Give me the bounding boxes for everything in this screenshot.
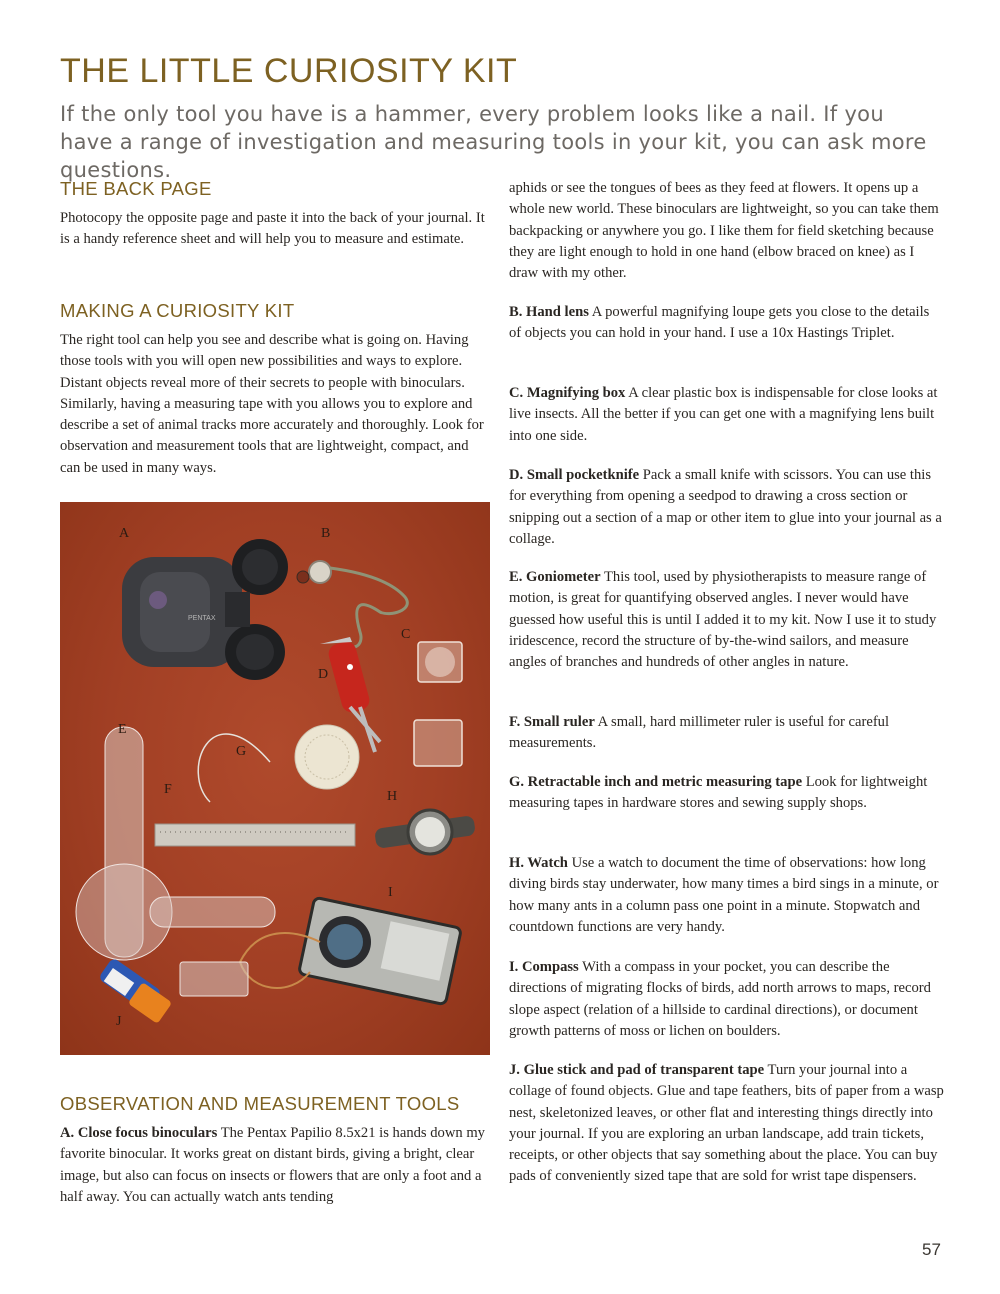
tool-text: Use a watch to document the time of observations: how long diving birds stay underwater, how many times a bird sings in a minute, or how many ants in a column pass one point in a minute. Stopwatch and countdown functions are very handy. [509,855,939,935]
photo-label-h: H [387,789,398,804]
page-title: THE LITTLE CURIOSITY KIT [60,52,518,90]
tool-entry-j [509,1060,945,1188]
binocular-brand: PENTAX [188,615,216,622]
back-page-heading: THE BACK PAGE [60,178,212,199]
measuring-tape-image [198,725,359,802]
photo-label-f: F [164,782,172,797]
tool-entry-a-continued: aphids or see the tongues of bees as they feed at flowers. It opens up a whole new world. These binoculars are lightweight, so you can take them backpacking or anywhere you go. I like them for field sketching because they are light enough to hold in one hand (elbow braced on knee) as I draw with my other. [509,180,939,282]
tool-entry-f [509,712,945,755]
kit-illustration [60,502,490,1055]
tool-name: B. Hand lens [509,304,589,320]
back-page-text: Photocopy the opposite page and paste it into the back of your journal. It is a handy reference sheet and will help you to measure and estimate. [60,210,485,248]
tool-text: Turn your journal into a collage of found objects. Glue and tape feathers, bits of paper from a wasp nest, skeletonized leaves, or other flat and interesting things directly into your journal. If you are exploring an urban landscape, add train tickets, receipts, or other objects that say something about the place. You can buy pads of conveniently sized tape that are sold for wrist tape dispensers. [509,1062,944,1185]
tool-text: A powerful magnifying loupe gets you close to the details of objects you can hold in your hand. I use a 10x Hastings Triplet. [509,304,930,342]
tool-entry-e [509,567,945,673]
tools-heading: OBSERVATION AND MEASUREMENT TOOLS [60,1093,460,1114]
ruler-image [155,824,355,846]
tool-entry-i [509,957,945,1042]
curiosity-kit-photo [60,502,490,1055]
binoculars-image [122,539,288,680]
tape-pad-image [180,962,248,996]
tool-entry-g [509,772,945,815]
tool-name: H. Watch [509,855,568,871]
tool-text: This tool, used by physiotherapists to measure range of motion, is great for quantifying observed angles. I never would have guessed how useful this is until I added it to my kit. Now I use it to study iridescence, record the structure of by-the-wind sailors, and measure angles of branches and hundreds of other angles in nature. [509,569,937,671]
photo-label-c: C [401,627,411,642]
making-kit-text: The right tool can help you see and describe what is going on. Having those tools with you will open new possibilities and ways to explore. Distant objects reveal more of their secrets to people with binoculars. Similarly, having a measuring tape with you allows you to explore and describe a set of animal tracks more accurately and thoroughly. Look for observation and measurement tools that are lightweight, compact, and can be used in many ways. [60,332,484,476]
tool-entry-b [509,302,945,345]
photo-label-e: E [118,722,127,737]
tool-entry-d [509,465,945,550]
tool-text: A clear plastic box is indispensable for close looks at live insects. All the better if you can get one with a magnifying lens built into one side. [509,385,938,444]
tool-name: F. Small ruler [509,714,595,730]
hand-lens-image [297,561,407,647]
tool-text: With a compass in your pocket, you can describe the directions of migrating flocks of birds, add north arrows to maps, record slope aspect (relation of a hillside to cardinal directions), or document growth patterns of moss or lichen on boulders. [509,959,931,1039]
tool-text: A small, hard millimeter ruler is useful for careful measurements. [509,714,890,752]
compass-image [299,897,462,1004]
tool-text: The Pentax Papilio 8.5x21 is hands down my favorite binocular. It works great on distant birds, giving a bright, clear image, but also can focus on insects or flowers that are only a foot and a half away. You can actually watch ants tending [60,1125,485,1205]
tool-name: A. Close focus binoculars [60,1125,218,1141]
tool-name: G. Retractable inch and metric measuring tape [509,774,803,790]
photo-label-a: A [119,526,130,541]
tool-text: Look for lightweight measuring tapes in hardware stores and sewing supply shops. [509,774,928,812]
tool-name: C. Magnifying box [509,385,626,401]
photo-label-g: G [236,744,247,759]
page-number: 57 [922,1240,941,1259]
photo-label-i: I [388,885,393,900]
photo-label-j: J [116,1014,122,1029]
tool-entry-c [509,383,945,447]
watch-image [374,810,476,854]
tool-name: I. Compass [509,959,579,975]
tool-name: E. Goniometer [509,569,601,585]
glue-stick-image [98,957,172,1024]
photo-label-d: D [318,667,329,682]
making-kit-heading: MAKING A CURIOSITY KIT [60,300,295,321]
photo-label-b: B [321,526,331,541]
magnifying-box-image [414,642,462,766]
tool-text: Pack a small knife with scissors. You can use this for everything from opening a seedpod to drawing a cross section or snipping out a section of a map or other item to glue into your journal as a collage. [509,467,942,547]
tool-entry-a [60,1123,490,1208]
intro-lede: If the only tool you have is a hammer, every problem looks like a nail. If you have a range of investigation and measuring tools in your kit, you can ask more questions. [60,102,927,182]
tool-entry-h [509,853,945,938]
tool-name: J. Glue stick and pad of transparent tape [509,1062,765,1078]
tool-name: D. Small pocketknife [509,467,640,483]
